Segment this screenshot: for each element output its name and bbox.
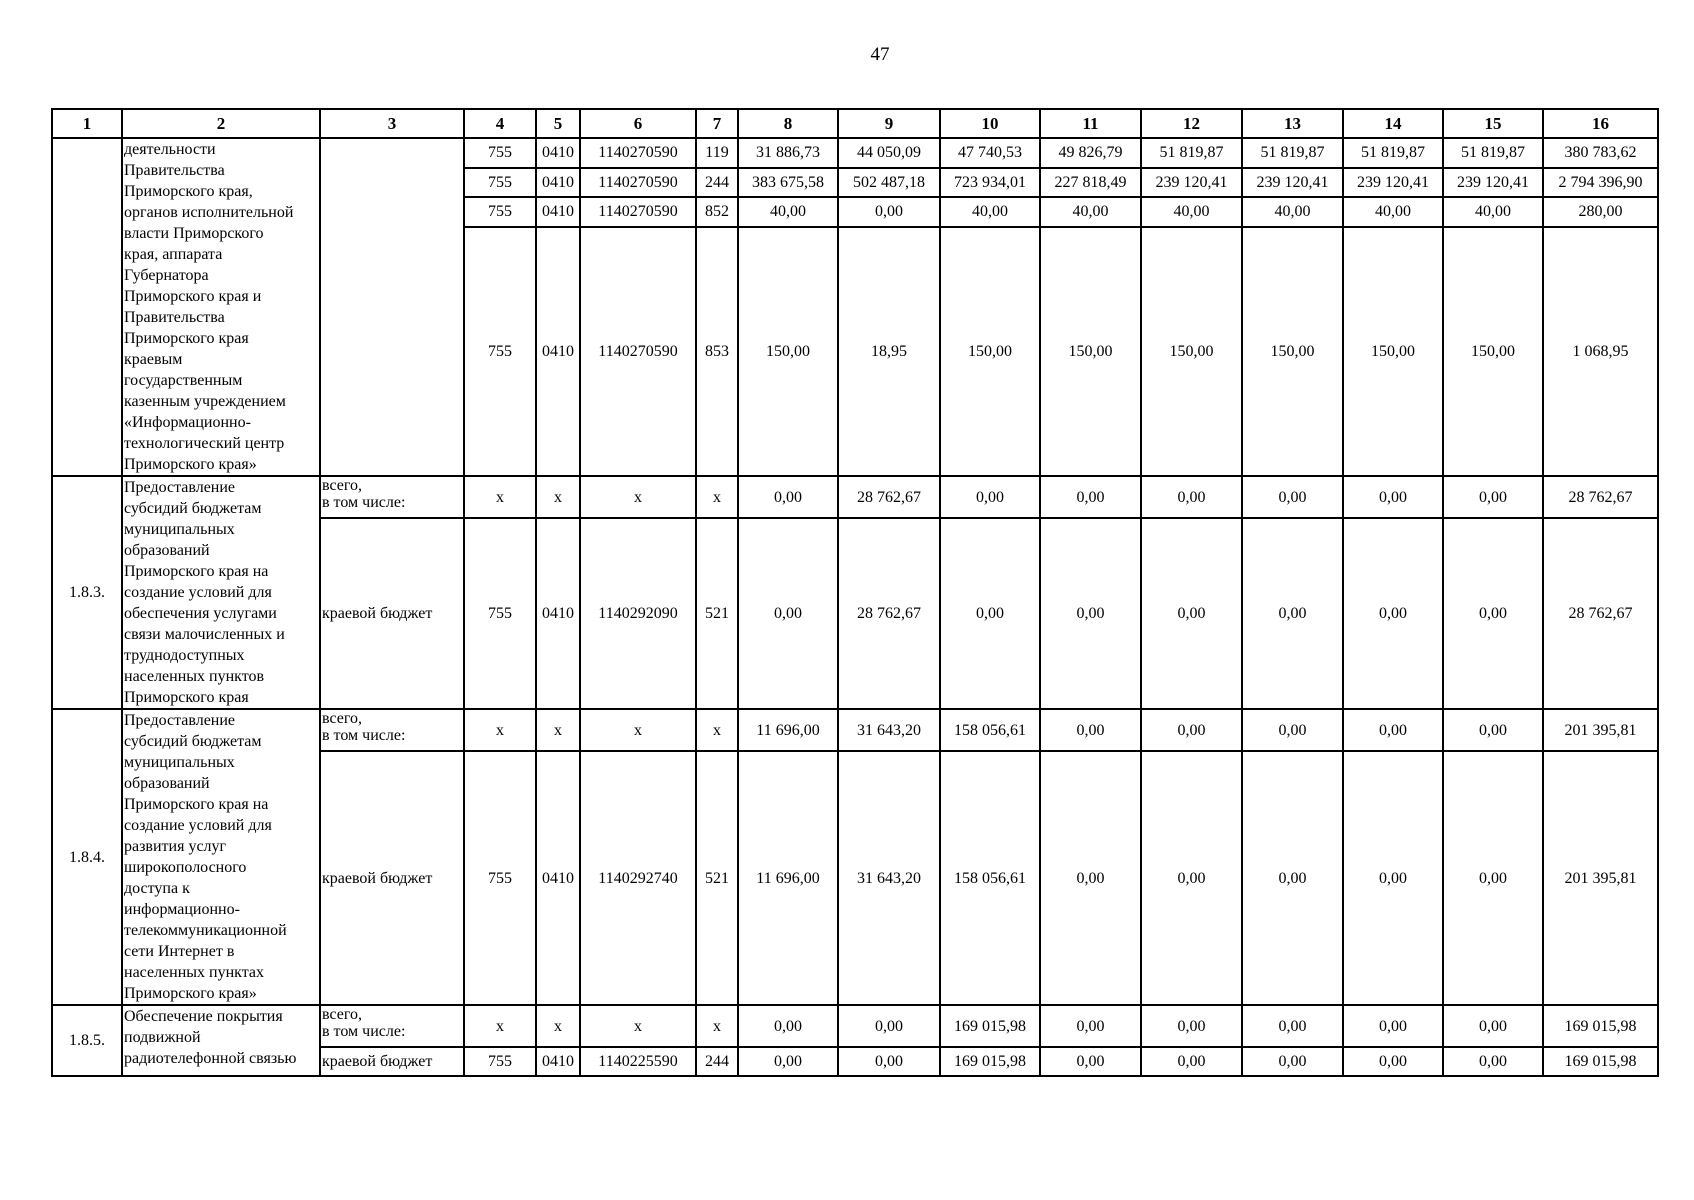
table-cell: 51 819,87 — [1141, 138, 1242, 168]
table-cell: 0410 — [536, 138, 580, 168]
table-cell: 1140270590 — [580, 168, 696, 198]
table-cell: 1140270590 — [580, 197, 696, 227]
column-header: 2 — [122, 109, 320, 138]
item-number-cell: 1.8.5. — [52, 1005, 122, 1076]
table-cell: x — [696, 709, 738, 751]
table-cell: 0,00 — [838, 197, 940, 227]
column-header: 10 — [940, 109, 1040, 138]
table-row — [52, 138, 1658, 168]
table-cell: 0,00 — [1343, 709, 1443, 751]
item-description: Обеспечение покрытия подвижной радиотелефонной связью — [122, 1005, 320, 1076]
table-cell: 40,00 — [940, 197, 1040, 227]
table-cell: 502 487,18 — [838, 168, 940, 198]
header-row — [52, 109, 1658, 138]
table-row — [52, 709, 1658, 751]
table-cell: 0,00 — [838, 1005, 940, 1047]
table-cell: 0,00 — [1343, 751, 1443, 1005]
table-cell: 51 819,87 — [1443, 138, 1543, 168]
table-cell: 0,00 — [1443, 476, 1543, 518]
table-cell: x — [580, 1005, 696, 1047]
table-cell: 0410 — [536, 197, 580, 227]
table-cell: 0,00 — [1343, 1047, 1443, 1076]
column-header: 15 — [1443, 109, 1543, 138]
item-description: деятельности Правительства Приморского края, органов исполнительной власти Приморского края, аппарата Губернатора Приморского края и Правительства Приморского края краевым государственным казенным учреждением «Информационно- технологический центр Приморского края» — [122, 138, 320, 476]
funding-source-budget-label: краевой бюджет — [320, 518, 464, 709]
table-cell: 239 120,41 — [1443, 168, 1543, 198]
table-cell: 0,00 — [1141, 1005, 1242, 1047]
table-cell: 150,00 — [1040, 227, 1141, 476]
table-cell: 0,00 — [1141, 1047, 1242, 1076]
column-header: 3 — [320, 109, 464, 138]
column-header: 9 — [838, 109, 940, 138]
table-cell: x — [580, 709, 696, 751]
table-cell: 31 886,73 — [738, 138, 838, 168]
table-cell: 280,00 — [1543, 197, 1658, 227]
table-cell: 40,00 — [1343, 197, 1443, 227]
item-number-cell: 1.8.4. — [52, 709, 122, 1005]
table-cell: 28 762,67 — [838, 518, 940, 709]
table-cell: 0,00 — [1141, 518, 1242, 709]
table-cell: 0,00 — [738, 518, 838, 709]
table-cell: 0,00 — [1343, 476, 1443, 518]
column-header: 14 — [1343, 109, 1443, 138]
table-row — [52, 476, 1658, 518]
table-cell: 852 — [696, 197, 738, 227]
table-cell: 31 643,20 — [838, 709, 940, 751]
table-cell: 0,00 — [1443, 518, 1543, 709]
column-header: 5 — [536, 109, 580, 138]
table-cell: 158 056,61 — [940, 709, 1040, 751]
table-cell: 169 015,98 — [1543, 1047, 1658, 1076]
table-cell: 0,00 — [1443, 751, 1543, 1005]
column-header: 11 — [1040, 109, 1141, 138]
table-cell: 853 — [696, 227, 738, 476]
table-cell: 521 — [696, 751, 738, 1005]
table-cell: 150,00 — [940, 227, 1040, 476]
table-cell: 169 015,98 — [940, 1047, 1040, 1076]
table-cell: x — [696, 1005, 738, 1047]
table-cell: 150,00 — [1141, 227, 1242, 476]
column-header: 16 — [1543, 109, 1658, 138]
table-cell: 0,00 — [1443, 1047, 1543, 1076]
table-cell: x — [464, 476, 536, 518]
table-cell: 0,00 — [838, 1047, 940, 1076]
table-cell: 158 056,61 — [940, 751, 1040, 1005]
column-header: 8 — [738, 109, 838, 138]
table-cell: 239 120,41 — [1141, 168, 1242, 198]
table-cell: 0410 — [536, 518, 580, 709]
table-cell: 0,00 — [1040, 751, 1141, 1005]
table-cell: x — [464, 1005, 536, 1047]
item-number-cell: 1.8.3. — [52, 476, 122, 709]
table-cell: 0,00 — [1343, 1005, 1443, 1047]
funding-source-budget-label: краевой бюджет — [320, 751, 464, 1005]
table-cell: 0,00 — [1040, 518, 1141, 709]
table-cell: 40,00 — [1040, 197, 1141, 227]
table-cell: x — [536, 1005, 580, 1047]
table-cell: 755 — [464, 227, 536, 476]
budget-table — [51, 108, 1659, 1077]
table-cell: 1140225590 — [580, 1047, 696, 1076]
table-cell: 380 783,62 — [1543, 138, 1658, 168]
table-cell: x — [464, 709, 536, 751]
page-number: 47 — [870, 44, 890, 65]
column-header: 6 — [580, 109, 696, 138]
table-cell: 0410 — [536, 168, 580, 198]
table-cell: 49 826,79 — [1040, 138, 1141, 168]
column-header: 4 — [464, 109, 536, 138]
table-cell: 0410 — [536, 751, 580, 1005]
table-cell: 0,00 — [1242, 1047, 1343, 1076]
table-cell: 31 643,20 — [838, 751, 940, 1005]
table-cell: 0,00 — [1141, 709, 1242, 751]
table-cell: 0,00 — [738, 476, 838, 518]
table-cell: 755 — [464, 518, 536, 709]
table-cell: 51 819,87 — [1343, 138, 1443, 168]
table-cell: 244 — [696, 1047, 738, 1076]
table-cell: 169 015,98 — [940, 1005, 1040, 1047]
table-cell: 0,00 — [738, 1005, 838, 1047]
table-cell: 11 696,00 — [738, 709, 838, 751]
table-cell: 521 — [696, 518, 738, 709]
table-cell: 244 — [696, 168, 738, 198]
item-description: Предоставление субсидий бюджетам муниципальных образований Приморского края на создание условий для обеспечения услугами связи малочисленных и труднодоступных населенных пунктов Приморского края — [122, 476, 320, 709]
funding-source-total-label: всего, в том числе: — [320, 709, 464, 751]
table-cell: 28 762,67 — [1543, 518, 1658, 709]
column-header: 13 — [1242, 109, 1343, 138]
table-cell: 0,00 — [1242, 518, 1343, 709]
table-cell: 0,00 — [1040, 709, 1141, 751]
column-header: 7 — [696, 109, 738, 138]
table-cell: 47 740,53 — [940, 138, 1040, 168]
table-cell: 0410 — [536, 1047, 580, 1076]
table-cell: 0,00 — [1242, 751, 1343, 1005]
table-cell: 40,00 — [738, 197, 838, 227]
table-cell: 755 — [464, 138, 536, 168]
table-cell: 723 934,01 — [940, 168, 1040, 198]
table-cell: 0,00 — [1443, 1005, 1543, 1047]
funding-source-total-label: всего, в том числе: — [320, 476, 464, 518]
table-cell: 18,95 — [838, 227, 940, 476]
funding-source-budget-label: краевой бюджет — [320, 1047, 464, 1076]
item-description: Предоставление субсидий бюджетам муниципальных образований Приморского края на создание условий для развития услуг широкополосного доступа к информационно- телекоммуникационной сети Интернет в населенных пунктах Приморского края» — [122, 709, 320, 1005]
table-cell: 227 818,49 — [1040, 168, 1141, 198]
table-cell: 0,00 — [1141, 476, 1242, 518]
table-cell: 0,00 — [1242, 709, 1343, 751]
column-header: 12 — [1141, 109, 1242, 138]
table-cell: 755 — [464, 1047, 536, 1076]
table-cell: 0,00 — [1141, 751, 1242, 1005]
table-cell: 169 015,98 — [1543, 1005, 1658, 1047]
table-cell: 239 120,41 — [1343, 168, 1443, 198]
table-cell: 119 — [696, 138, 738, 168]
table-cell: 201 395,81 — [1543, 751, 1658, 1005]
table-cell: 755 — [464, 168, 536, 198]
table-cell: 201 395,81 — [1543, 709, 1658, 751]
table-cell: 0,00 — [1040, 1047, 1141, 1076]
item-number-cell — [52, 138, 122, 476]
table-cell: 150,00 — [1343, 227, 1443, 476]
table-cell: 1140270590 — [580, 227, 696, 476]
table-cell: 40,00 — [1242, 197, 1343, 227]
table-cell: 755 — [464, 197, 536, 227]
funding-source-total-label: всего, в том числе: — [320, 1005, 464, 1047]
table-cell: 0,00 — [1040, 476, 1141, 518]
table-cell: x — [580, 476, 696, 518]
table-cell: 239 120,41 — [1242, 168, 1343, 198]
table-cell: 150,00 — [1443, 227, 1543, 476]
table-cell: 2 794 396,90 — [1543, 168, 1658, 198]
table-cell: x — [536, 476, 580, 518]
table-cell: 150,00 — [738, 227, 838, 476]
column-header: 1 — [52, 109, 122, 138]
table-cell: 1 068,95 — [1543, 227, 1658, 476]
table-cell: 0,00 — [1343, 518, 1443, 709]
table-cell: 0,00 — [1040, 1005, 1141, 1047]
table-cell: 150,00 — [1242, 227, 1343, 476]
table-cell: 755 — [464, 751, 536, 1005]
table-cell: 0,00 — [1242, 1005, 1343, 1047]
table-cell: 383 675,58 — [738, 168, 838, 198]
table-cell: 44 050,09 — [838, 138, 940, 168]
table-cell: 11 696,00 — [738, 751, 838, 1005]
table-cell: 28 762,67 — [838, 476, 940, 518]
table-cell: 0,00 — [738, 1047, 838, 1076]
table-cell: 40,00 — [1443, 197, 1543, 227]
table-cell: 28 762,67 — [1543, 476, 1658, 518]
table-cell: x — [536, 709, 580, 751]
table-cell: 1140292740 — [580, 751, 696, 1005]
table-cell: 0,00 — [1443, 709, 1543, 751]
table-cell: 0,00 — [940, 476, 1040, 518]
table-cell: 0,00 — [940, 518, 1040, 709]
table-cell: 1140270590 — [580, 138, 696, 168]
table-cell: 40,00 — [1141, 197, 1242, 227]
table-cell: 0410 — [536, 227, 580, 476]
table-cell: 1140292090 — [580, 518, 696, 709]
table-cell: 0,00 — [1242, 476, 1343, 518]
funding-source-cell — [320, 138, 464, 476]
table-cell: 51 819,87 — [1242, 138, 1343, 168]
table-row — [52, 1005, 1658, 1047]
table-cell: x — [696, 476, 738, 518]
